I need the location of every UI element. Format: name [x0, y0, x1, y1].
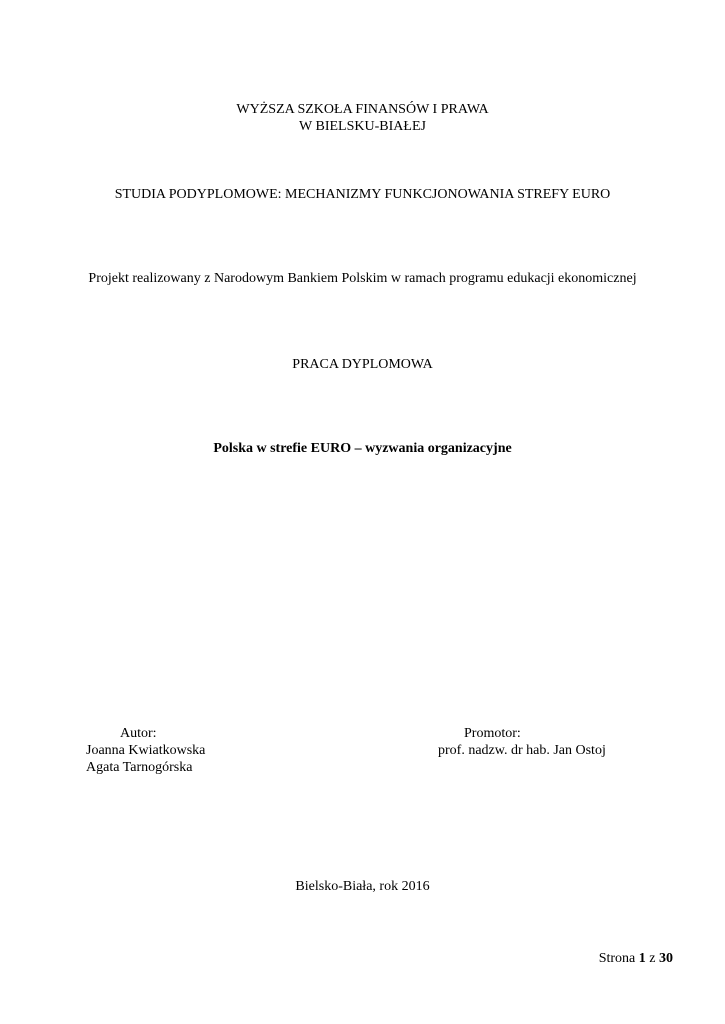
author-name-1: Joanna Kwiatkowska — [86, 743, 206, 758]
current-page: 1 — [638, 951, 646, 966]
institution-name-line1: WYŻSZA SZKOŁA FINANSÓW I PRAWA — [236, 102, 489, 117]
institution-name-line2: W BIELSKU-BIAŁEJ — [299, 119, 426, 134]
thesis-title: Polska w strefie EURO – wyzwania organizacyjne — [213, 441, 512, 456]
program-title: STUDIA PODYPLOMOWE: MECHANIZMY FUNKCJONOWANIA STREFY EURO — [114, 187, 611, 202]
place-and-year: Bielsko-Biała, rok 2016 — [295, 879, 430, 894]
page-separator: z — [649, 951, 656, 966]
page-prefix: Strona — [598, 951, 636, 966]
page-number — [599, 950, 673, 967]
author-label: Autor: — [120, 726, 157, 741]
project-note: Projekt realizowany z Narodowym Bankiem Polskim w ramach programu edukacji ekonomicznej — [88, 271, 637, 286]
supervisor-label: Promotor: — [464, 726, 521, 741]
supervisor-name: prof. nadzw. dr hab. Jan Ostoj — [438, 743, 606, 758]
document-type: PRACA DYPLOMOWA — [292, 357, 433, 372]
total-pages: 30 — [659, 951, 673, 966]
author-name-2: Agata Tarnogórska — [86, 760, 193, 775]
